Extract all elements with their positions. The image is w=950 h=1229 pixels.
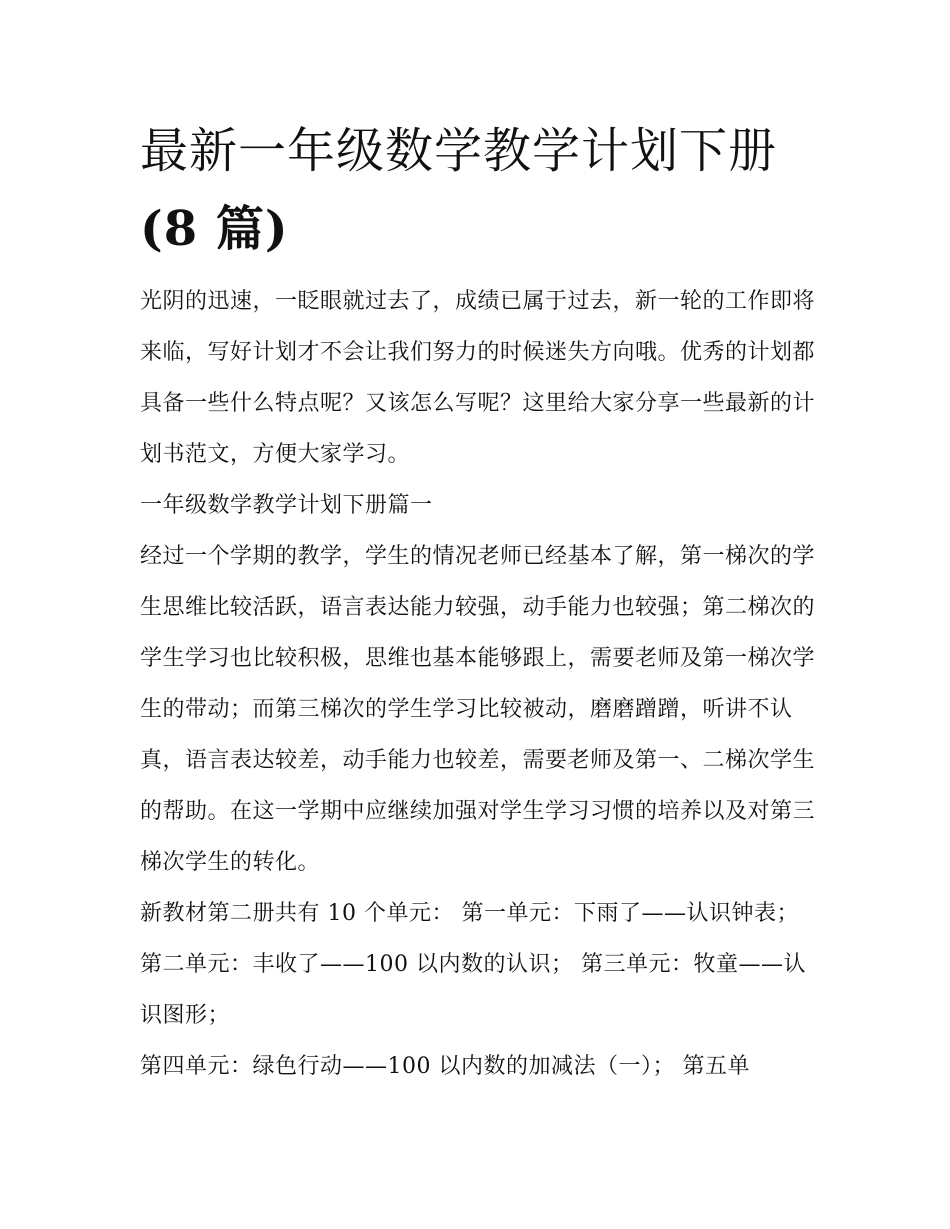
student-situation-paragraph: 经过一个学期的教学，学生的情况老师已经基本了解，第一梯次的学生思维比较活跃，语言表达能力较强，动手能力也较强；第二梯次的学生学习也比较积极，思维也基本能够跟上，需要老师及第一梯次学生的带动；而第三梯次的学生学习比较被动，磨磨蹭蹭，听讲不认真，语言表达较差，动手能力也较差，需要老师及第一、二梯次学生的帮助。在这一学期中应继续加强对学生学习习惯的培养以及对第三梯次学生的转化。 bbox=[140, 544, 816, 875]
title-suffix: (8 篇) bbox=[140, 201, 289, 257]
title-text: 最新一年级数学教学计划下册 bbox=[140, 123, 778, 179]
section-heading: 一年级数学教学计划下册篇一 bbox=[140, 493, 433, 518]
units-paragraph: 新教材第二册共有 10 个单元： 第一单元：下雨了——认识钟表； 第二单元：丰收了——100 以内数的认识； 第三单元：牧童——认识图形； bbox=[140, 901, 806, 1028]
document-body bbox=[140, 276, 820, 1092]
document-title bbox=[140, 112, 820, 268]
units-paragraph-continued: 第四单元：绿色行动——100 以内数的加减法（一）； 第五单 bbox=[140, 1054, 750, 1079]
intro-paragraph: 光阴的迅速，一眨眼就过去了，成绩已属于过去，新一轮的工作即将来临，写好计划才不会让我们努力的时候迷失方向哦。优秀的计划都具备一些什么特点呢？又该怎么写呢？这里给大家分享一些最新的计划书范文，方便大家学习。 bbox=[140, 289, 816, 467]
